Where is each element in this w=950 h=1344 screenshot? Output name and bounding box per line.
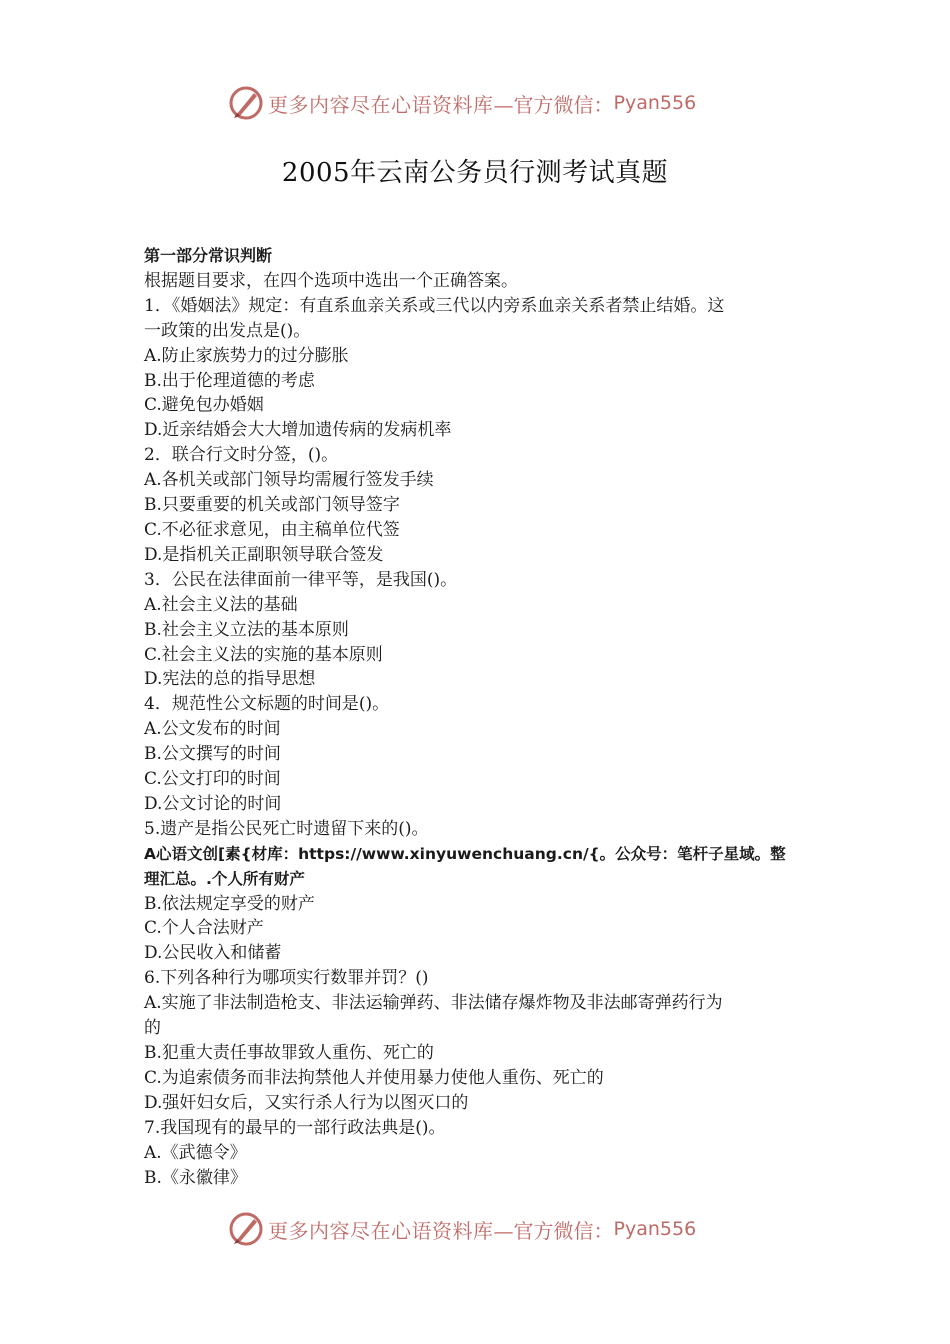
text-line: C.个人合法财产	[144, 918, 264, 939]
text-line: 5.遗产是指公民死亡时遗留下来的()。	[144, 818, 429, 839]
banner-text: 更多内容尽在心语资料库	[268, 1218, 494, 1243]
text-line: 4．规范性公文标题的时间是()。	[144, 694, 390, 715]
text-line: B.社会主义立法的基本原则	[144, 619, 349, 640]
text-line: B.出于伦理道德的考虑	[144, 370, 315, 391]
pen-logo-icon	[228, 85, 264, 121]
banner-separator: —官方微信：	[493, 1218, 614, 1243]
text-line: 6.下列各种行为哪项实行数罪并罚？()	[144, 968, 429, 989]
text-line: C.避免包办婚姻	[144, 395, 264, 416]
text-line: A.社会主义法的基础	[144, 594, 298, 615]
pen-logo-icon	[228, 1211, 264, 1247]
instruction: 根据题目要求，在四个选项中选出一个正确答案。	[144, 270, 518, 291]
banner-text: 更多内容尽在心语资料库	[268, 92, 494, 117]
text-line: B.只要重要的机关或部门领导签字	[144, 495, 400, 516]
text-line: 3．公民在法律面前一律平等，是我国()。	[144, 569, 458, 590]
text-line: C.社会主义法的实施的基本原则	[144, 644, 383, 665]
banner-wechat-id: Pyan556	[613, 92, 697, 114]
text-line: A.防止家族势力的过分膨胀	[144, 345, 349, 366]
banner-wechat-id: Pyan556	[613, 1218, 697, 1240]
text-line: A.《武德令》	[144, 1142, 247, 1163]
text-line: 2．联合行文时分签，()。	[144, 445, 339, 466]
watermark-line: 理汇总。.个人所有财产	[144, 869, 305, 888]
text-line: D.公民收入和储蓄	[144, 943, 282, 964]
text-line: D.是指机关正副职领导联合签发	[144, 544, 384, 565]
text-line: 一政策的出发点是()。	[144, 320, 311, 341]
text-line: 的	[144, 1018, 161, 1039]
text-line: C.公文打印的时间	[144, 769, 281, 790]
section-heading: 第一部分常识判断	[144, 246, 273, 265]
text-line: 7.我国现有的最早的一部行政法典是()。	[144, 1117, 446, 1138]
text-line: D.强奸妇女后，又实行杀人行为以图灭口的	[144, 1092, 469, 1113]
header-banner	[228, 84, 728, 122]
text-line: C.为追索债务而非法拘禁他人并使用暴力使他人重伤、死亡的	[144, 1067, 604, 1088]
text-line: D.宪法的总的指导思想	[144, 669, 316, 690]
text-line: A.各机关或部门领导均需履行签发手续	[144, 470, 434, 491]
footer-banner	[228, 1210, 728, 1248]
text-line: B.犯重大责任事故罪致人重伤、死亡的	[144, 1043, 434, 1063]
text-line: B.公文撰写的时间	[144, 744, 281, 765]
text-line: A.公文发布的时间	[144, 719, 281, 740]
text-line: C.不必征求意见，由主稿单位代签	[144, 519, 400, 540]
page-title: 2005年云南公务员行测考试真题	[281, 158, 669, 188]
text-line: B.依法规定享受的财产	[144, 893, 315, 914]
text-line: D.公文讨论的时间	[144, 793, 282, 814]
watermark-line: A心语文创[素{材库：https://www.xinyuwenchuang.cn/{。公众号：笔杆子星域。整	[144, 844, 786, 863]
text-line: A.实施了非法制造枪支、非法运输弹药、非法储存爆炸物及非法邮寄弹药行为	[144, 993, 723, 1014]
text-line: B.《永徽律》	[144, 1167, 247, 1188]
text-line: D.近亲结婚会大大增加遗传病的发病机率	[144, 420, 452, 441]
document-body	[144, 244, 810, 1190]
banner-separator: —官方微信：	[493, 92, 614, 117]
text-line: 1．《婚姻法》规定：有直系血亲关系或三代以内旁系血亲关系者禁止结婚。这	[144, 295, 725, 316]
